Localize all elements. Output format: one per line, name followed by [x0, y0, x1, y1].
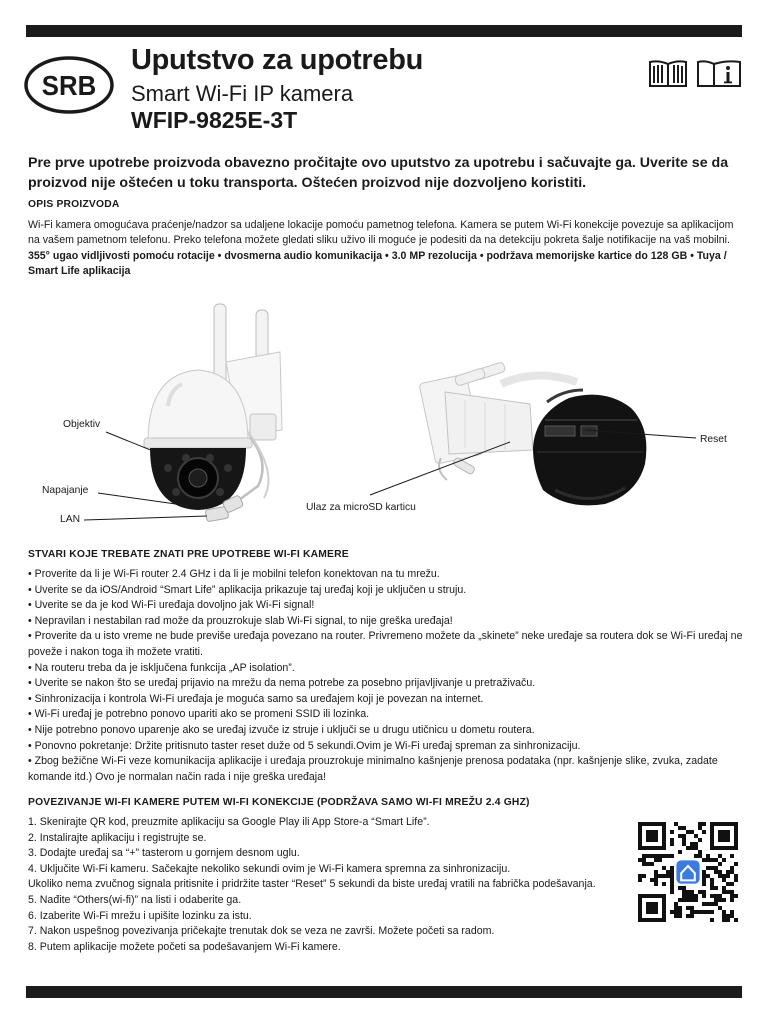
list-item: • Nepravilan i nestabilan rad može da prouzrokuje slab Wi-Fi signal, to nije greška uređaja! [28, 614, 453, 627]
section-heading-connect: POVEZIVANJE WI-FI KAMERE PUTEM WI-FI KONEKCIJE (PODRŽAVA SAMO WI-FI MREŽU 2.4 GHZ) [28, 797, 530, 808]
step-item: Ukoliko nema zvučnog signala pritisnite i pridržite taster “Reset” 5 sekundi da biste uređaj vratili na fabrička podešavanja. [28, 878, 596, 891]
step-item: 7. Nakon uspešnog povezivanja pričekajte trenutak dok se veza ne završi. Možete početi sa radom. [28, 925, 495, 938]
label-lens: Objektiv [63, 419, 101, 430]
connect-steps-list [28, 815, 628, 955]
list-item: • Na routeru treba da je isključena funkcija „AP isolation”. [28, 661, 295, 674]
model-number: WFIP-9825E-3T [131, 107, 298, 133]
section-heading-description: OPIS PROIZVODA [28, 199, 120, 210]
label-microsd: Ulaz za microSD karticu [306, 502, 416, 513]
list-item: • Uverite se da iOS/Android “Smart Life” aplikacija prikazuje taj uređaj koji je uključen u struju. [28, 583, 467, 596]
step-item: 5. Nađite “Others(wi-fi)” na listi i odaberite ga. [28, 893, 242, 906]
label-power: Napajanje [42, 485, 89, 496]
list-item: • Wi-Fi uređaj je potrebno ponovo upariti ako se promeni SSID ili lozinka. [28, 708, 370, 721]
list-item: • Sinhronizacija i kontrola Wi-Fi uređaja je moguća samo sa uređajem koji je povezan na internet. [28, 692, 484, 705]
description-body: Wi-Fi kamera omogućava praćenje/nadzor sa udaljene lokacije pomoću pametnog telefona. Kamera se putem Wi-Fi konekcije povezuje sa aplikacijom na vašem pametnom telefonu. Preko telefona možete gledati sliku uživo ili moguće je podesiti da na detekciju pokreta šalje notifikacije na vaš mobilni. [28, 219, 734, 247]
page-subtitle: Smart Wi-Fi IP kamera [131, 81, 354, 106]
list-item: • Nije potrebno ponovo uparenje ako se uređaj izvuče iz struje i uključi se u drugu utičnicu u dometu routera. [28, 723, 535, 736]
section-heading-before-use: STVARI KOJE TREBATE ZNATI PRE UPOTREBE WI-FI KAMERE [28, 549, 349, 560]
label-lan: LAN [60, 514, 81, 525]
list-item: • Proverite da u isto vreme ne bude previše uređaja povezano na router. Privremeno možete da „skinete” neke uređaje sa routera dok se Wi-Fi uređaj ne poveže i nakon toga ih možete vratiti. [28, 630, 743, 658]
step-item: 3. Dodajte uređaj sa “+” tasterom u gornjem desnom uglu. [28, 847, 300, 860]
list-item: • Zbog bežične Wi-Fi veze komunikacija aplikacije i uređaja prouzrokuje minimalno kašnjenje prenosa podataka (npr. kašnjenje slike, zvuka, zadate komande itd.) Ovo je normalan način rada i nije greška uređaja! [28, 755, 718, 783]
label-reset: Reset [700, 434, 727, 445]
list-item: • Uverite se da je kod Wi-Fi uređaja dovoljno jak Wi-Fi signal! [28, 599, 315, 612]
before-use-list [28, 567, 753, 785]
intro-warning: Pre prve upotrebe proizvoda obavezno pročitajte ovo uputstvo za upotrebu i sačuvajte ga. Uverite se da proizvod nije oštećen u toku transporta. Oštećen proizvod nije dozvoljeno koristiti. [28, 155, 729, 191]
step-item: 4. Uključite Wi-Fi kameru. Sačekajte nekoliko sekundi ovim je Wi-Fi kamera spremna za sinhronizaciju. [28, 862, 511, 875]
language-badge-text: SRB [41, 70, 97, 102]
list-item: • Proverite da li je Wi-Fi router 2.4 GHz i da li je mobilni telefon konektovan na tu mrežu. [28, 568, 440, 580]
app-qr-code[interactable] [638, 822, 738, 922]
list-item: • Uverite se nakon što se uređaj prijavio na mrežu da nema potrebe za posebno prijavljivanje u pretraživaču. [28, 677, 536, 690]
features-line: 355° ugao vidljivosti pomoću rotacije • dvosmerna audio komunikacija • 3.0 MP rezolucija • podržava memorijske kartice do 128 GB • Tuya / Smart Life aplikacija [28, 249, 727, 278]
bottom-bar [26, 986, 742, 998]
step-item: 6. Izaberite Wi-Fi mrežu i upišite lozinku za istu. [28, 909, 252, 922]
step-item: 1. Skenirajte QR kod, preuzmite aplikaciju sa Google Play ili App Store-a “Smart Life”. [28, 816, 430, 828]
step-item: 2. Instalirajte aplikaciju i registrujte se. [28, 831, 207, 844]
page-title: Uputstvo za upotrebu [131, 44, 424, 76]
step-item: 8. Putem aplikacije možete početi sa podešavanjem Wi-Fi kamere. [28, 940, 341, 953]
list-item: • Ponovno pokretanje: Držite pritisnuto taster reset duže od 5 sekundi.Ovim je Wi-Fi uređaj spreman za sinhronizaciju. [28, 739, 581, 752]
